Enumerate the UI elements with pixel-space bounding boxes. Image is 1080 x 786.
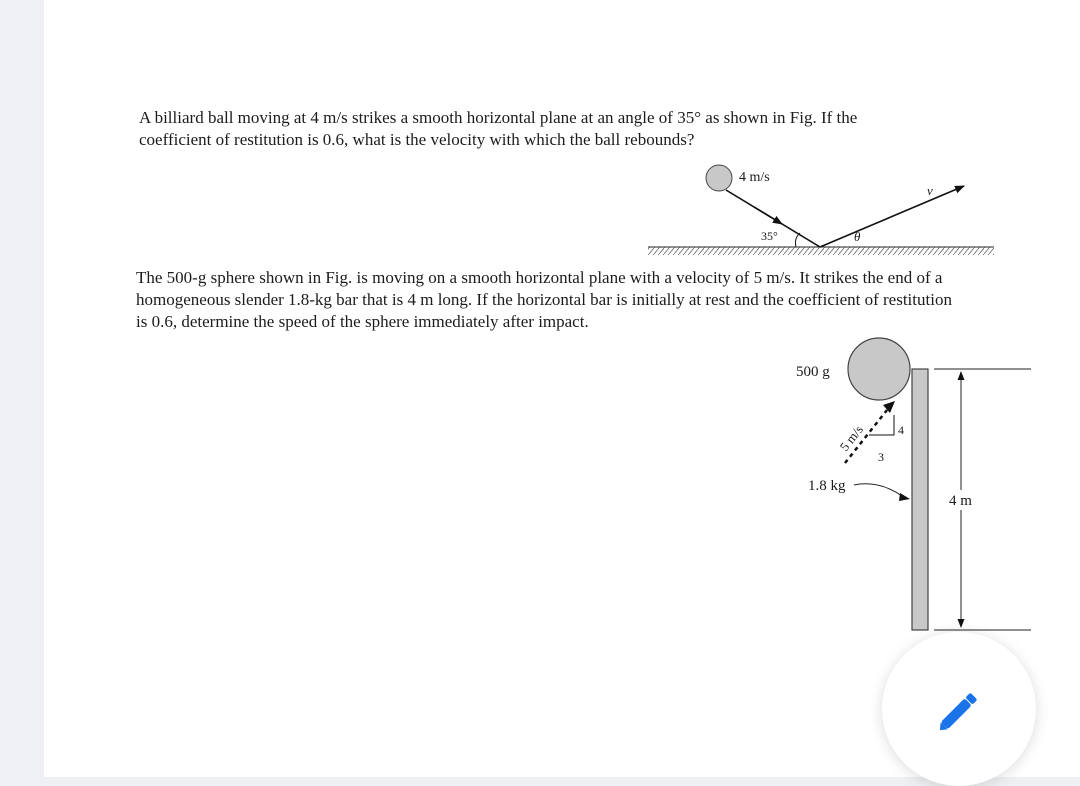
theta-label: θ	[854, 229, 861, 244]
incoming-arrow	[754, 207, 782, 224]
velocity-label: 5 m/s	[836, 422, 866, 454]
rebound-arrow	[820, 186, 964, 247]
edit-fab-button[interactable]	[882, 632, 1036, 786]
billiard-ball	[706, 165, 732, 191]
sphere	[848, 338, 910, 400]
bar-length-label: 4 m	[949, 493, 972, 509]
billiard-figure	[604, 158, 1004, 263]
angle-35-label: 35°	[761, 229, 778, 243]
ground-hatch	[648, 247, 994, 255]
sphere-mass-label: 500 g	[796, 364, 830, 380]
bar-mass-leader-arrowhead	[899, 493, 910, 501]
slope-rise-label: 4	[898, 423, 904, 437]
rebound-velocity-label: v	[927, 183, 933, 198]
left-gutter	[0, 0, 44, 777]
speed-label: 4 m/s	[739, 170, 770, 185]
problem-1-text: A billiard ball moving at 4 m/s strikes a smooth horizontal plane at an angle of 35° as shown in Fig. If the coefficient of restitution is 0.6, what is the velocity with which the ball rebounds?	[139, 108, 858, 149]
bar-mass-label: 1.8 kg	[808, 478, 846, 494]
sphere-bar-figure	[774, 330, 1044, 640]
bar-mass-leader	[854, 484, 902, 496]
slope-run-label: 3	[878, 450, 884, 464]
pencil-icon	[932, 684, 986, 738]
problem-2-text: The 500-g sphere shown in Fig. is moving on a smooth horizontal plane with a velocity of 5 m/s. It strikes the end of a homogeneous slender 1.8-kg bar that is 4 m long. If the horizontal bar is initially at rest and the coefficient of restitution is 0.6, determine the speed of the sphere immediately after impact.	[136, 268, 952, 331]
slender-bar	[912, 369, 928, 630]
